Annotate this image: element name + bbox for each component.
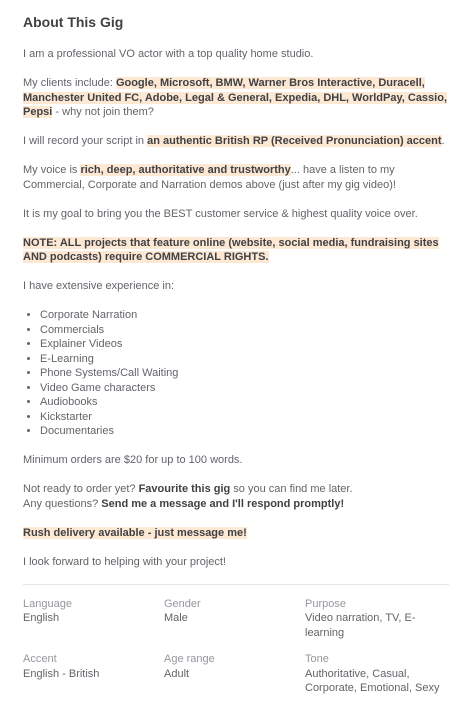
meta-value: English [23,612,60,624]
meta-purpose [305,597,449,641]
meta-age-range [164,652,305,696]
meta-divider [23,584,449,585]
meta-tone [305,652,449,696]
meta-gender [164,597,305,641]
rush-highlight: Rush delivery available - just message me! [23,526,247,539]
clients-highlight: Google, Microsoft, BMW, Warner Bros Interactive, Duracell, Manchester United FC, Adobe, Legal & General, Expedia, DHL, WorldPay, Cassio, Pepsi [23,77,447,118]
voice-suffix: ... have a listen to my Commercial, Corporate and Narration demos above (just after my gig video)! [23,164,396,191]
note-paragraph [23,236,450,265]
meta-language [23,597,164,641]
meta-label: Language [23,597,72,610]
clients-prefix: My clients include: [23,77,116,89]
meta-accent [23,652,164,696]
accent-suffix: . [441,135,445,147]
list-item: • Phone Systems/Call Waiting [40,366,450,381]
meta-label: Age range [164,653,215,665]
list-item: • E-Learning [40,352,450,367]
minimum-orders-paragraph: Minimum orders are $20 for up to 100 words. [23,454,243,466]
closing-paragraph: I look forward to helping with your project! [23,555,226,568]
gig-metadata-grid [23,597,450,696]
questions-prefix: Any questions? [23,497,102,510]
list-item: • Explainer Videos [40,337,450,352]
goal-paragraph: It is my goal to bring you the BEST customer service & highest quality voice over. [23,207,418,220]
list-item: • Video Game characters [40,381,450,396]
voice-highlight: rich, deep, authoritative and trustworthy [80,164,291,176]
note-highlight: NOTE: ALL projects that feature online (website, social media, fundraising sites AND podcasts) require COMMERCIAL RIGHTS. [23,236,439,263]
meta-label: Accent [23,653,57,665]
send-message-text: Send me a message and I'll respond promptly! [101,497,345,510]
list-item: • Commercials [40,323,450,338]
voice-prefix: My voice is [23,164,81,176]
experience-intro: I have extensive experience in: [23,280,175,292]
meta-value: Adult [164,667,190,680]
rush-paragraph [23,526,450,541]
meta-label: Purpose [305,597,346,610]
meta-value: English - British [23,667,100,680]
not-ready-prefix: Not ready to order yet? [23,483,139,495]
meta-value: Male [164,612,188,624]
section-title: About This Gig [23,14,124,30]
clients-paragraph [23,76,450,120]
meta-label: Gender [164,597,201,610]
experience-list [23,308,450,439]
list-item: • Audiobooks [40,395,450,410]
list-item: • Corporate Narration [40,308,450,323]
intro-paragraph: I am a professional VO actor with a top quality home studio. [23,48,314,60]
voice-paragraph [23,163,450,192]
list-item: • Documentaries [40,424,450,439]
contact-paragraph [23,482,450,511]
accent-prefix: I will record your script in [23,135,148,147]
accent-paragraph [23,134,450,149]
favourite-gig-text: Favourite this gig [138,483,231,495]
meta-value: Authoritative, Casual, Corporate, Emotional, Sexy [305,667,440,694]
list-item: • Kickstarter [40,410,450,425]
clients-suffix: - why not join them? [52,106,154,118]
meta-value: Video narration, TV, E-learning [305,612,416,639]
accent-highlight: an authentic British RP (Received Pronunciation) accent [147,135,442,147]
not-ready-suffix: so you can find me later. [230,483,353,495]
meta-label: Tone [305,653,329,665]
